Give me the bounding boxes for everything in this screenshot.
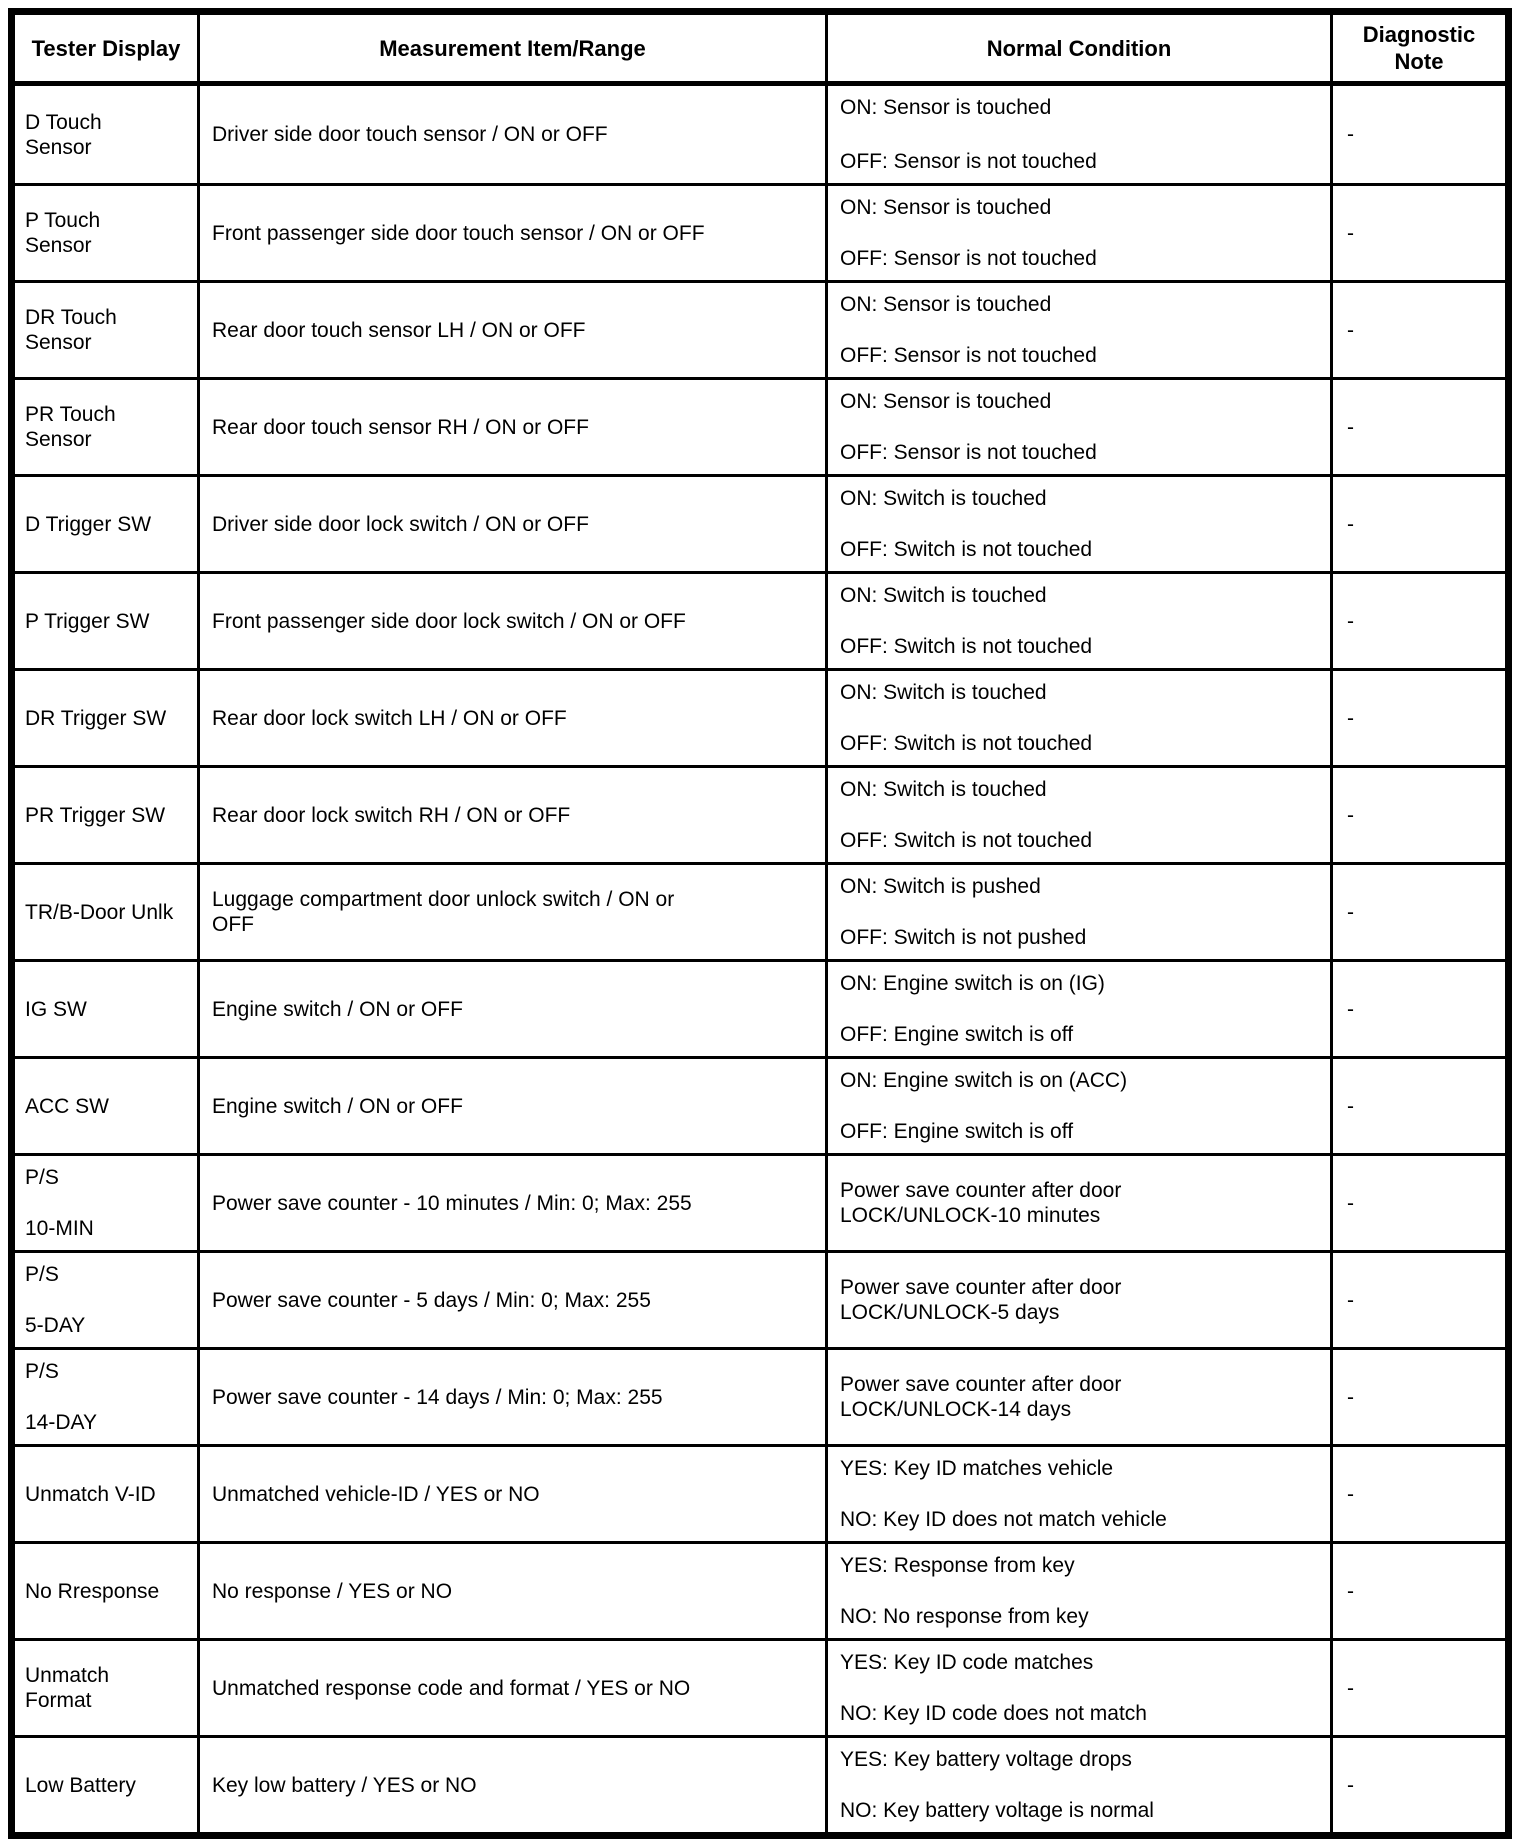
table-row — [15, 474, 1505, 571]
cell-paragraph — [840, 537, 1320, 562]
table-row — [15, 183, 1505, 280]
table-row — [15, 1541, 1505, 1638]
diagnostic-data-table — [8, 8, 1512, 1839]
cell-paragraph — [25, 1663, 189, 1713]
measurement-item-cell — [200, 477, 828, 571]
table-row — [15, 959, 1505, 1056]
cell-text-line: P/S — [25, 1166, 59, 1189]
cell-paragraph — [840, 583, 1320, 608]
cell-paragraph — [212, 1773, 815, 1798]
cell-text-line: Power save counter after door — [840, 1179, 1122, 1202]
cell-paragraph — [212, 1385, 815, 1410]
normal-condition-cell — [828, 1641, 1333, 1735]
cell-paragraph — [840, 246, 1320, 271]
cell-paragraph — [840, 1650, 1320, 1675]
cell-paragraph — [212, 887, 815, 937]
tester-display-cell — [15, 865, 200, 959]
cell-paragraph — [212, 997, 815, 1022]
cell-paragraph — [840, 1275, 1320, 1325]
tester-display-cell — [15, 477, 200, 571]
cell-text-line: Unmatched response code and format / YES or NO — [212, 1676, 691, 1700]
cell-text-line: Sensor — [25, 428, 92, 451]
cell-text-line: OFF: Sensor is not touched — [840, 441, 1097, 464]
cell-paragraph — [1347, 1482, 1499, 1507]
cell-text-line: - — [1347, 609, 1354, 633]
cell-text-line: OFF: Switch is not touched — [840, 732, 1093, 755]
cell-text-line: OFF: Switch is not touched — [840, 829, 1093, 852]
tester-display-cell — [15, 380, 200, 474]
cell-paragraph — [25, 1165, 189, 1190]
cell-text-line: P Touch — [25, 209, 101, 232]
table-row — [15, 668, 1505, 765]
cell-paragraph — [840, 292, 1320, 317]
cell-paragraph — [25, 402, 189, 452]
cell-paragraph — [1347, 1676, 1499, 1701]
cell-text-line: ON: Engine switch is on (IG) — [840, 972, 1105, 995]
cell-paragraph — [25, 609, 189, 634]
cell-text-line: IG SW — [25, 997, 87, 1021]
measurement-item-cell — [200, 1738, 828, 1832]
cell-text-line: P Trigger SW — [25, 609, 150, 633]
cell-text-line: - — [1347, 997, 1354, 1021]
measurement-item-cell — [200, 1059, 828, 1153]
cell-paragraph — [25, 1262, 189, 1287]
measurement-item-cell — [200, 186, 828, 280]
header-measurement-item-range — [200, 15, 828, 81]
cell-paragraph — [25, 900, 189, 925]
cell-text-line: Sensor — [25, 135, 92, 159]
cell-text-line: - — [1347, 900, 1354, 924]
cell-paragraph — [212, 706, 815, 731]
tester-display-cell — [15, 1544, 200, 1638]
cell-paragraph — [212, 609, 815, 634]
cell-text-line: Format — [25, 1689, 92, 1712]
cell-text-line: - — [1347, 512, 1354, 536]
cell-text-line: - — [1347, 1773, 1354, 1797]
cell-text-line: OFF: Engine switch is off — [840, 1023, 1074, 1046]
cell-text-line: Unmatched vehicle-ID / YES or NO — [212, 1482, 540, 1506]
cell-text-line: Measurement Item/Range — [379, 35, 646, 61]
normal-condition-cell — [828, 86, 1333, 183]
normal-condition-cell — [828, 865, 1333, 959]
cell-paragraph — [25, 110, 189, 160]
cell-paragraph — [1347, 900, 1499, 925]
cell-paragraph — [840, 1798, 1320, 1823]
cell-text-line: Rear door touch sensor LH / ON or OFF — [212, 318, 586, 342]
diagnostic-note-cell — [1333, 1447, 1505, 1541]
cell-paragraph — [1347, 122, 1499, 147]
cell-text-line: ON: Switch is touched — [840, 487, 1047, 510]
cell-text-line: LOCK/UNLOCK-5 days — [840, 1301, 1060, 1324]
table-row — [15, 862, 1505, 959]
cell-paragraph — [19, 35, 193, 62]
cell-paragraph — [840, 1747, 1320, 1772]
cell-paragraph — [212, 512, 815, 537]
cell-text-line: OFF: Sensor is not touched — [840, 150, 1097, 173]
cell-paragraph — [1347, 1094, 1499, 1119]
cell-text-line: PR Touch — [25, 403, 116, 426]
cell-text-line: - — [1347, 1482, 1354, 1506]
cell-text-line: - — [1347, 1191, 1354, 1215]
cell-paragraph — [840, 828, 1320, 853]
measurement-item-cell — [200, 865, 828, 959]
cell-paragraph — [25, 997, 189, 1022]
cell-text-line: ON: Switch is touched — [840, 778, 1047, 801]
cell-text-line: Driver side door lock switch / ON or OFF — [212, 512, 589, 536]
measurement-item-cell — [200, 1447, 828, 1541]
cell-paragraph — [840, 777, 1320, 802]
cell-paragraph — [25, 1359, 189, 1384]
cell-paragraph — [840, 1456, 1320, 1481]
cell-paragraph — [840, 1178, 1320, 1228]
cell-text-line: Sensor — [25, 234, 92, 257]
cell-text-line: Low Battery — [25, 1773, 136, 1797]
cell-paragraph — [1347, 706, 1499, 731]
cell-text-line: P/S — [25, 1263, 59, 1286]
table-row — [15, 86, 1505, 183]
diagnostic-note-cell — [1333, 1059, 1505, 1153]
cell-paragraph — [840, 1701, 1320, 1726]
normal-condition-cell — [828, 1350, 1333, 1444]
cell-paragraph — [25, 1313, 189, 1338]
measurement-item-cell — [200, 380, 828, 474]
cell-text-line: PR Trigger SW — [25, 803, 166, 827]
cell-paragraph — [840, 1604, 1320, 1629]
cell-text-line: LOCK/UNLOCK-14 days — [840, 1398, 1072, 1421]
cell-text-line: YES: Key battery voltage drops — [840, 1748, 1132, 1771]
cell-text-line: ON: Switch is touched — [840, 584, 1047, 607]
cell-text-line: Key low battery / YES or NO — [212, 1773, 477, 1797]
normal-condition-cell — [828, 1544, 1333, 1638]
diagnostic-note-cell — [1333, 1544, 1505, 1638]
tester-display-cell — [15, 1641, 200, 1735]
tester-display-cell — [15, 1059, 200, 1153]
cell-text-line: - — [1347, 1579, 1354, 1603]
cell-paragraph — [204, 35, 821, 62]
cell-paragraph — [212, 1191, 815, 1216]
measurement-item-cell — [200, 574, 828, 668]
tester-display-cell — [15, 671, 200, 765]
table-row — [15, 1444, 1505, 1541]
tester-display-cell — [15, 283, 200, 377]
cell-text-line: Driver side door touch sensor / ON or OFF — [212, 123, 608, 146]
cell-text-line: Luggage compartment door unlock switch / ON or — [212, 888, 675, 911]
cell-paragraph — [840, 1553, 1320, 1578]
cell-paragraph — [1347, 1288, 1499, 1313]
cell-text-line: ON: Sensor is touched — [840, 196, 1052, 219]
cell-paragraph — [212, 415, 815, 440]
cell-paragraph — [840, 634, 1320, 659]
cell-text-line: No Rresponse — [25, 1579, 160, 1603]
header-normal-condition — [828, 15, 1333, 81]
tester-display-cell — [15, 1350, 200, 1444]
cell-text-line: Rear door lock switch LH / ON or OFF — [212, 706, 567, 730]
normal-condition-cell — [828, 962, 1333, 1056]
cell-text-line: Engine switch / ON or OFF — [212, 997, 463, 1021]
cell-paragraph — [840, 343, 1320, 368]
cell-text-line: ON: Sensor is touched — [840, 96, 1052, 119]
measurement-item-cell — [200, 671, 828, 765]
cell-paragraph — [840, 874, 1320, 899]
cell-paragraph — [25, 1773, 189, 1798]
cell-text-line: 5-DAY — [25, 1314, 86, 1337]
cell-text-line: D Trigger SW — [25, 512, 152, 536]
cell-text-line: Power save counter after door — [840, 1276, 1122, 1299]
cell-paragraph — [25, 208, 189, 258]
diagnostic-note-cell — [1333, 477, 1505, 571]
cell-text-line: ON: Sensor is touched — [840, 390, 1052, 413]
cell-text-line: Front passenger side door touch sensor / ON or OFF — [212, 221, 705, 245]
measurement-item-cell — [200, 1350, 828, 1444]
cell-paragraph — [840, 1372, 1320, 1422]
cell-paragraph — [1347, 1191, 1499, 1216]
cell-text-line: - — [1347, 1385, 1354, 1409]
diagnostic-note-cell — [1333, 671, 1505, 765]
cell-paragraph — [212, 1094, 815, 1119]
cell-text-line: OFF: Sensor is not touched — [840, 247, 1097, 270]
cell-paragraph — [1347, 512, 1499, 537]
cell-text-line: Power save counter - 5 days / Min: 0; Max: 255 — [212, 1288, 651, 1312]
diagnostic-note-cell — [1333, 1738, 1505, 1832]
tester-display-cell — [15, 1447, 200, 1541]
cell-paragraph — [25, 1482, 189, 1507]
table-row — [15, 571, 1505, 668]
cell-text-line: YES: Response from key — [840, 1554, 1075, 1577]
cell-text-line: Sensor — [25, 331, 92, 354]
cell-paragraph — [840, 971, 1320, 996]
cell-paragraph — [212, 122, 815, 147]
normal-condition-cell — [828, 1447, 1333, 1541]
table-header-row — [15, 15, 1505, 86]
cell-text-line: ON: Switch is touched — [840, 681, 1047, 704]
cell-text-line: OFF: Switch is not pushed — [840, 926, 1087, 949]
cell-paragraph — [25, 803, 189, 828]
measurement-item-cell — [200, 768, 828, 862]
cell-paragraph — [1347, 318, 1499, 343]
cell-paragraph — [25, 305, 189, 355]
cell-paragraph — [1347, 415, 1499, 440]
cell-text-line: OFF — [212, 913, 254, 936]
cell-paragraph — [840, 95, 1320, 120]
cell-text-line: OFF: Engine switch is off — [840, 1120, 1074, 1143]
normal-condition-cell — [828, 1156, 1333, 1250]
cell-text-line: Power save counter - 14 days / Min: 0; Max: 255 — [212, 1385, 663, 1409]
diagnostic-note-cell — [1333, 1350, 1505, 1444]
table-row — [15, 377, 1505, 474]
cell-text-line: OFF: Switch is not touched — [840, 538, 1093, 561]
cell-text-line: Rear door lock switch RH / ON or OFF — [212, 803, 571, 827]
cell-text-line: Power save counter after door — [840, 1373, 1122, 1396]
cell-text-line: P/S — [25, 1360, 59, 1383]
header-diagnostic-note — [1333, 15, 1505, 81]
cell-text-line: - — [1347, 415, 1354, 439]
diagnostic-note-cell — [1333, 1641, 1505, 1735]
cell-text-line: Diagnostic — [1362, 22, 1476, 47]
cell-paragraph — [1347, 221, 1499, 246]
tester-display-cell — [15, 768, 200, 862]
cell-text-line: ACC SW — [25, 1094, 109, 1118]
normal-condition-cell — [828, 477, 1333, 571]
cell-paragraph — [25, 1410, 189, 1435]
header-tester-display — [15, 15, 200, 81]
cell-text-line: TR/B-Door Unlk — [25, 900, 174, 924]
measurement-item-cell — [200, 1253, 828, 1347]
cell-text-line: 10-MIN — [25, 1217, 94, 1240]
cell-text-line: Tester Display — [31, 35, 181, 61]
tester-display-cell — [15, 1253, 200, 1347]
cell-text-line: - — [1347, 706, 1354, 730]
cell-paragraph — [1337, 21, 1501, 75]
cell-text-line: - — [1347, 123, 1354, 146]
cell-text-line: Front passenger side door lock switch / ON or OFF — [212, 609, 686, 633]
cell-paragraph — [25, 1579, 189, 1604]
cell-paragraph — [840, 1507, 1320, 1532]
cell-paragraph — [25, 1094, 189, 1119]
cell-text-line: DR Trigger SW — [25, 706, 167, 730]
measurement-item-cell — [200, 283, 828, 377]
tester-display-cell — [15, 962, 200, 1056]
cell-text-line: No response / YES or NO — [212, 1579, 453, 1603]
measurement-item-cell — [200, 962, 828, 1056]
cell-paragraph — [212, 1288, 815, 1313]
cell-text-line: - — [1347, 1094, 1354, 1118]
cell-paragraph — [212, 1579, 815, 1604]
normal-condition-cell — [828, 186, 1333, 280]
cell-text-line: Rear door touch sensor RH / ON or OFF — [212, 415, 589, 439]
cell-text-line: ON: Engine switch is on (ACC) — [840, 1069, 1128, 1092]
cell-text-line: YES: Key ID matches vehicle — [840, 1457, 1114, 1480]
cell-text-line: OFF: Switch is not touched — [840, 635, 1093, 658]
normal-condition-cell — [828, 768, 1333, 862]
cell-text-line: - — [1347, 318, 1354, 342]
measurement-item-cell — [200, 86, 828, 183]
cell-paragraph — [212, 318, 815, 343]
cell-text-line: OFF: Sensor is not touched — [840, 344, 1097, 367]
diagnostic-note-cell — [1333, 865, 1505, 959]
cell-text-line: ON: Sensor is touched — [840, 293, 1052, 316]
normal-condition-cell — [828, 1738, 1333, 1832]
cell-text-line: LOCK/UNLOCK-10 minutes — [840, 1204, 1101, 1227]
diagnostic-note-cell — [1333, 186, 1505, 280]
cell-text-line: NO: Key battery voltage is normal — [840, 1799, 1154, 1822]
cell-text-line: Power save counter - 10 minutes / Min: 0; Max: 255 — [212, 1191, 692, 1215]
cell-text-line: - — [1347, 1288, 1354, 1312]
tester-display-cell — [15, 1156, 200, 1250]
table-row — [15, 1153, 1505, 1250]
normal-condition-cell — [828, 574, 1333, 668]
diagnostic-note-cell — [1333, 574, 1505, 668]
cell-text-line: YES: Key ID code matches — [840, 1651, 1094, 1674]
measurement-item-cell — [200, 1544, 828, 1638]
cell-paragraph — [840, 389, 1320, 414]
table-row — [15, 1638, 1505, 1735]
cell-text-line: NO: No response from key — [840, 1605, 1089, 1628]
cell-paragraph — [25, 512, 189, 537]
cell-paragraph — [840, 1119, 1320, 1144]
cell-text-line: NO: Key ID code does not match — [840, 1702, 1147, 1725]
diagnostic-note-cell — [1333, 1156, 1505, 1250]
cell-text-line: - — [1347, 221, 1354, 245]
normal-condition-cell — [828, 1059, 1333, 1153]
cell-paragraph — [840, 149, 1320, 174]
cell-paragraph — [212, 1676, 815, 1701]
cell-paragraph — [840, 440, 1320, 465]
cell-text-line: - — [1347, 1676, 1354, 1700]
cell-paragraph — [1347, 1579, 1499, 1604]
diagnostic-note-cell — [1333, 283, 1505, 377]
cell-paragraph — [1347, 609, 1499, 634]
normal-condition-cell — [828, 283, 1333, 377]
diagnostic-note-cell — [1333, 962, 1505, 1056]
cell-text-line: - — [1347, 803, 1354, 827]
cell-text-line: Unmatch V-ID — [25, 1482, 156, 1506]
table-row — [15, 1347, 1505, 1444]
cell-text-line: ON: Switch is pushed — [840, 875, 1041, 898]
table-row — [15, 280, 1505, 377]
normal-condition-cell — [828, 671, 1333, 765]
measurement-item-cell — [200, 1641, 828, 1735]
cell-paragraph — [212, 1482, 815, 1507]
tester-display-cell — [15, 574, 200, 668]
cell-text-line: Note — [1394, 49, 1444, 74]
cell-paragraph — [25, 1216, 189, 1241]
cell-paragraph — [832, 35, 1326, 62]
diagnostic-note-cell — [1333, 380, 1505, 474]
cell-text-line: Engine switch / ON or OFF — [212, 1094, 463, 1118]
cell-paragraph — [840, 195, 1320, 220]
cell-text-line: NO: Key ID does not match vehicle — [840, 1508, 1167, 1531]
cell-paragraph — [840, 486, 1320, 511]
cell-text-line: Normal Condition — [986, 35, 1172, 61]
table-row — [15, 1056, 1505, 1153]
cell-paragraph — [1347, 1773, 1499, 1798]
tester-display-cell — [15, 1738, 200, 1832]
cell-paragraph — [212, 803, 815, 828]
cell-paragraph — [212, 221, 815, 246]
tester-display-cell — [15, 86, 200, 183]
cell-paragraph — [840, 731, 1320, 756]
diagnostic-note-cell — [1333, 86, 1505, 183]
cell-paragraph — [840, 925, 1320, 950]
table-row — [15, 765, 1505, 862]
measurement-item-cell — [200, 1156, 828, 1250]
cell-paragraph — [840, 680, 1320, 705]
cell-paragraph — [840, 1022, 1320, 1047]
cell-paragraph — [25, 706, 189, 731]
cell-text-line: 14-DAY — [25, 1411, 97, 1434]
normal-condition-cell — [828, 1253, 1333, 1347]
diagnostic-note-cell — [1333, 768, 1505, 862]
cell-paragraph — [1347, 1385, 1499, 1410]
normal-condition-cell — [828, 380, 1333, 474]
diagnostic-note-cell — [1333, 1253, 1505, 1347]
cell-text-line: DR Touch — [25, 306, 117, 329]
table-row — [15, 1735, 1505, 1832]
table-row — [15, 1250, 1505, 1347]
cell-paragraph — [1347, 997, 1499, 1022]
cell-text-line: Unmatch — [25, 1664, 110, 1687]
tester-display-cell — [15, 186, 200, 280]
cell-text-line: D Touch — [25, 110, 102, 134]
cell-paragraph — [840, 1068, 1320, 1093]
cell-paragraph — [1347, 803, 1499, 828]
